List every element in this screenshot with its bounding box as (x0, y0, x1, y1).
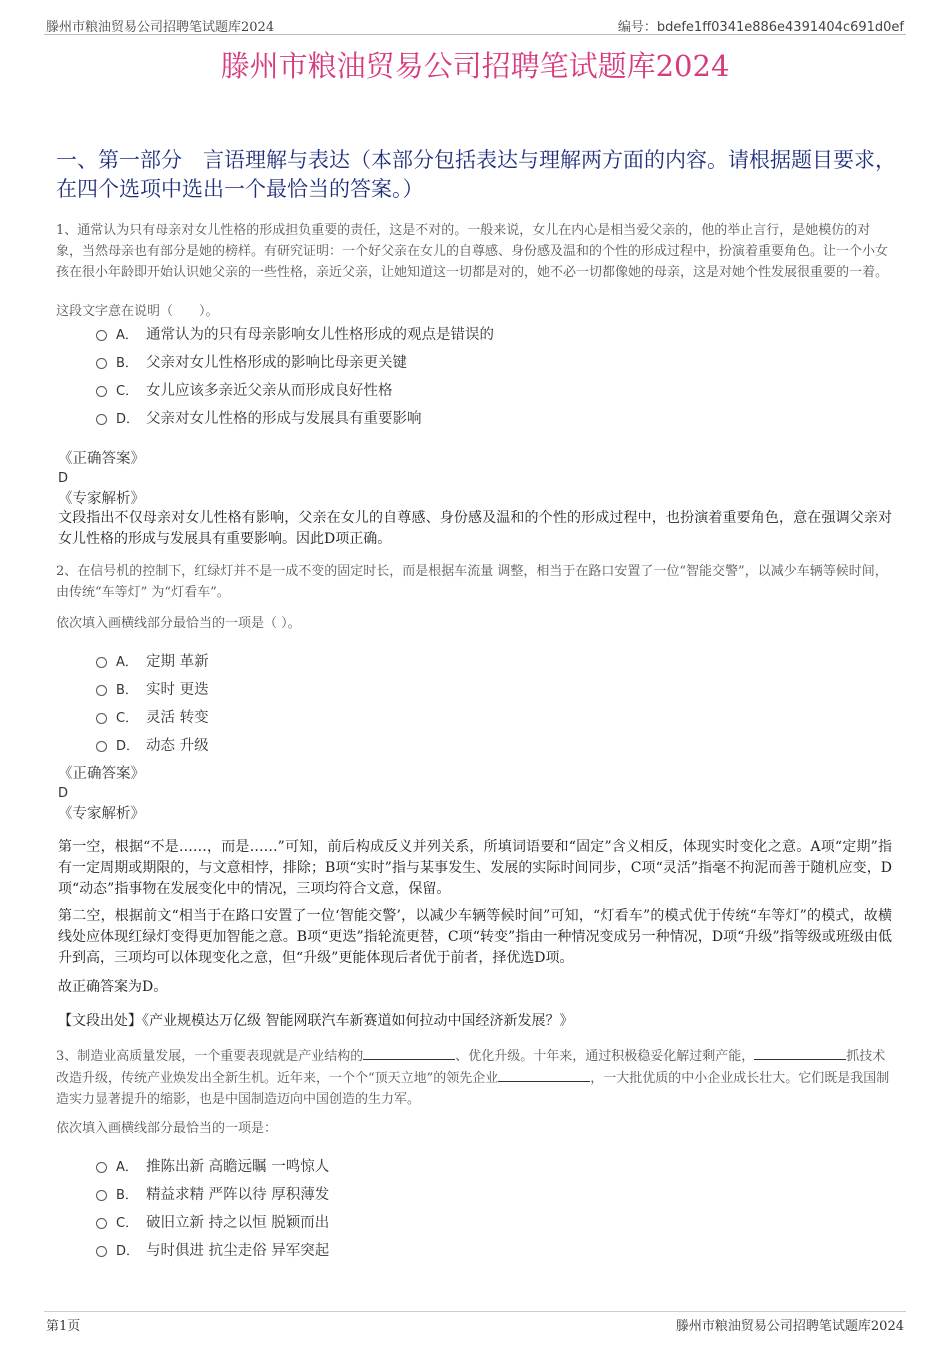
question-2-options (96, 646, 209, 758)
option-c[interactable] (96, 1207, 329, 1235)
option-d[interactable] (96, 403, 494, 431)
option-text: 与时俱进 抗尘走俗 异军突起 (146, 1242, 330, 1259)
option-a[interactable] (96, 319, 494, 347)
option-text: 实时 更迭 (146, 681, 209, 698)
fill-blank-3[interactable] (498, 1067, 590, 1082)
option-letter: B． (116, 1187, 138, 1203)
page-number: 第1页 (46, 1319, 81, 1334)
analysis-paragraph-1: 第一空，根据“不是……，而是……”可知，前后构成反义并列关系，所填词语要和“固定”含义相反，体现实时变化之意。A项“定期”指有一定周期或期限的，与文意相悖，排除；B项“实时”指与某事发生、发展的实际时间同步，C项“灵活”指毫不拘泥而善于随机应变，D项“动态”指事物在发展变化中的情况，三项均符合文意，保留。 (58, 839, 892, 897)
section-heading: 一、第一部分 言语理解与表达（本部分包括表达与理解两方面的内容。请根据题目要求，在四个选项中选出一个最恰当的答案。） (56, 148, 896, 201)
radio-icon[interactable] (96, 414, 107, 425)
answer-label: 《正确答案》 (58, 451, 145, 467)
radio-icon[interactable] (96, 1190, 107, 1201)
option-letter: C． (116, 1215, 139, 1231)
option-text: 推陈出新 高瞻远瞩 一鸣惊人 (146, 1158, 330, 1175)
question-2-prompt: 依次填入画横线部分最恰当的一项是（ ）。 (56, 616, 301, 631)
option-text: 定期 革新 (146, 653, 209, 670)
question-1-options (96, 319, 494, 431)
option-letter: D． (116, 1243, 140, 1259)
option-text: 父亲对女儿性格的形成与发展具有重要影响 (146, 410, 422, 427)
answer-letter: D (58, 786, 69, 801)
option-c[interactable] (96, 702, 209, 730)
fill-blank-2[interactable] (754, 1045, 846, 1060)
radio-icon[interactable] (96, 1218, 107, 1229)
option-letter: C． (116, 710, 139, 726)
question-3-options (96, 1151, 329, 1263)
option-a[interactable] (96, 646, 209, 674)
radio-icon[interactable] (96, 741, 107, 752)
page-header (44, 14, 906, 35)
option-letter: B． (116, 682, 138, 698)
radio-icon[interactable] (96, 657, 107, 668)
option-text: 女儿应该多亲近父亲从而形成良好性格 (146, 382, 393, 399)
option-text: 灵活 转变 (146, 709, 209, 726)
radio-icon[interactable] (96, 685, 107, 696)
source-citation: 【文段出处】《产业规模达万亿级 智能网联汽车新赛道如何拉动中国经济新发展？》 (58, 1013, 574, 1029)
q3-segment-2: 、优化升级。十年来，通过积极稳妥化解过剩产能， (455, 1049, 755, 1064)
option-text: 动态 升级 (146, 737, 209, 754)
option-letter: A． (116, 1159, 138, 1175)
header-doc-id: 编号：bdefe1ff0341e886e4391404c691d0ef (617, 20, 904, 35)
option-a[interactable] (96, 1151, 329, 1179)
radio-icon[interactable] (96, 1246, 107, 1257)
option-letter: C． (116, 383, 139, 399)
option-d[interactable] (96, 730, 209, 758)
footer-doc-title: 滕州市粮油贸易公司招聘笔试题库2024 (675, 1319, 904, 1334)
radio-icon[interactable] (96, 1162, 107, 1173)
radio-icon[interactable] (96, 330, 107, 341)
page-title: 滕州市粮油贸易公司招聘笔试题库2024 (220, 49, 730, 83)
option-d[interactable] (96, 1235, 329, 1263)
option-b[interactable] (96, 347, 494, 375)
analysis-paragraph-2: 第二空，根据前文“相当于在路口安置了一位‘智能交警’，以减少车辆等候时间”可知，“灯看车”的模式优于传统“车等灯”的模式，故横线处应体现红绿灯变得更加智能之意。B项“更迭”指轮流更替，C项“转变”指由一种情况变成另一种情况，D项“升级”指等级或班级由低升到高，三项均可以体现变化之意，但“升级”更能体现后者优于前者，择优选D项。 (58, 908, 892, 966)
q3-segment-3: 抓技术改造升级，传统产业焕发出全新生机。近年来，一个个“顶天立地”的领先企业 (56, 1049, 886, 1086)
answer-value (58, 468, 898, 489)
question-3-text (56, 1045, 896, 1110)
option-letter: D． (116, 411, 140, 427)
option-text: 通常认为的只有母亲影响女儿性格形成的观点是错误的 (146, 326, 494, 343)
question-1-prompt: 这段文字意在说明（ ）。 (56, 304, 219, 319)
option-b[interactable] (96, 1179, 329, 1207)
analysis-label: 《专家解析》 (58, 491, 145, 507)
option-c[interactable] (96, 375, 494, 403)
answer-label: 《正确答案》 (58, 766, 145, 782)
question-1-text: 1、通常认为只有母亲对女儿性格的形成担负重要的责任，这是不对的。一般来说，女儿在内心是相当爱父亲的，他的举止言行，是她模仿的对象，当然母亲也有部分是她的榜样。有研究证明：一个好父亲在女儿的自尊感、身份感及温和的个性的形成过程中，扮演着重要角色。让一个小女孩在很小年龄即开始认识她父亲的一些性格，亲近父亲，让她知道这一切都是对的，她不必一切都像她的母亲，这是对她个性发展很重要的一着。 (56, 223, 889, 280)
fill-blank-1[interactable] (363, 1045, 455, 1060)
q3-segment-4: ，一大批优质的中小企业成长壮大。它们既是我国制造实力显著提升的缩影，也是中国制造迈向中国创造的生力军。 (56, 1071, 890, 1107)
question-2-text: 2、在信号机的控制下，红绿灯并不是一成不变的固定时长，而是根据车流量 调整，相当于在路口安置了一位“智能交警”，以减少车辆等候时间，由传统“车等灯” 为“灯看车”。 (56, 564, 888, 600)
page-footer (44, 1311, 906, 1332)
q3-segment-1: 3、制造业高质量发展，一个重要表现就是产业结构的 (56, 1049, 364, 1064)
option-text: 精益求精 严阵以待 厚积薄发 (146, 1186, 330, 1203)
analysis-label: 《专家解析》 (58, 806, 145, 822)
answer-value (58, 783, 898, 804)
analysis-conclusion: 故正确答案为D。 (58, 979, 168, 995)
question-3-prompt: 依次填入画横线部分最恰当的一项是： (56, 1121, 278, 1136)
option-text: 父亲对女儿性格形成的影响比母亲更关键 (146, 354, 407, 371)
option-letter: A． (116, 327, 138, 343)
radio-icon[interactable] (96, 713, 107, 724)
radio-icon[interactable] (96, 358, 107, 369)
option-text: 破旧立新 持之以恒 脱颖而出 (146, 1214, 330, 1231)
answer-letter: D (58, 471, 69, 486)
option-letter: A． (116, 654, 138, 670)
option-b[interactable] (96, 674, 209, 702)
analysis-text: 文段指出不仅母亲对女儿性格有影响，父亲在女儿的自尊感、身份感及温和的个性的形成过程中，也扮演着重要角色，意在强调父亲对女儿性格的形成与发展具有重要影响。因此D项正确。 (58, 510, 892, 547)
option-letter: D． (116, 738, 140, 754)
header-doc-title: 滕州市粮油贸易公司招聘笔试题库2024 (46, 20, 275, 35)
option-letter: B． (116, 355, 138, 371)
radio-icon[interactable] (96, 386, 107, 397)
